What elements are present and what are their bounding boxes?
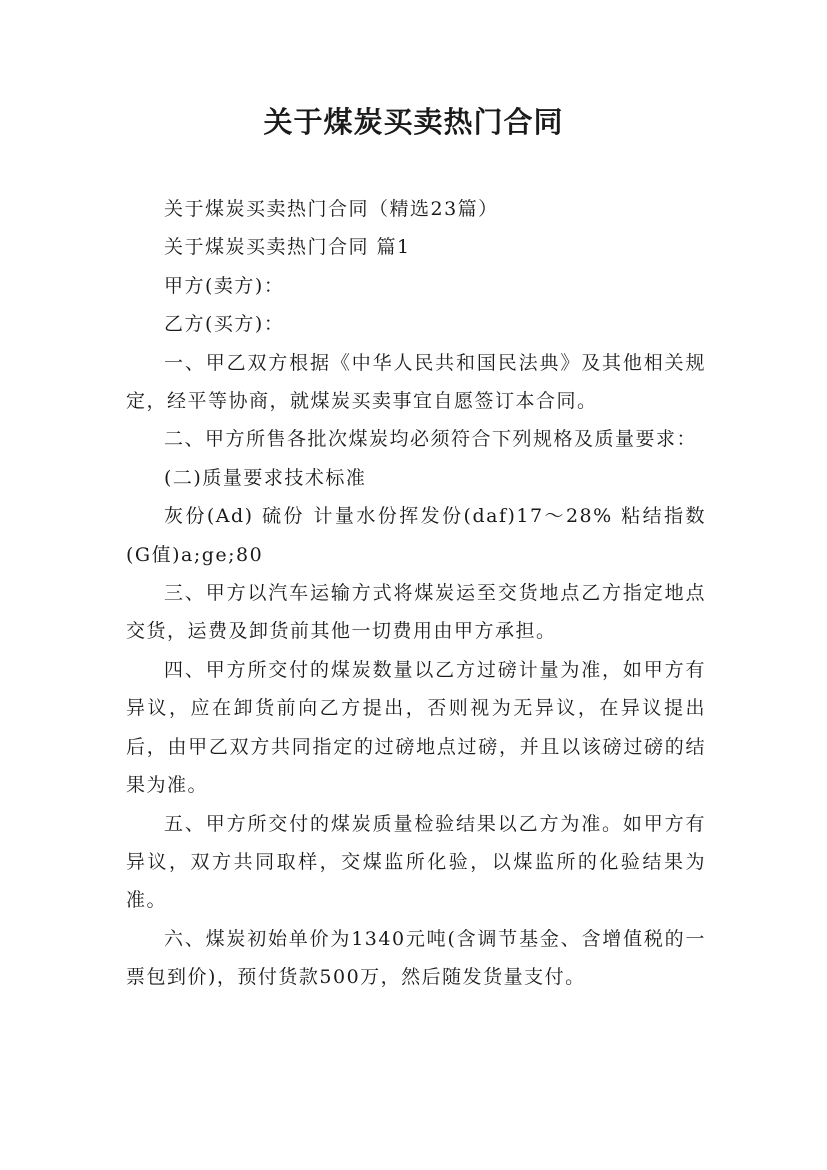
paragraph-clause-5: 五、甲方所交付的煤炭质量检验结果以乙方为准。如甲方有异议，双方共同取样，交煤监所化验，以煤监所的化验结果为准。 bbox=[126, 812, 706, 912]
document-title: 关于煤炭买卖热门合同 bbox=[263, 105, 564, 139]
paragraph-quality-standard: (二)质量要求技术标准 bbox=[164, 466, 367, 489]
paragraph-subtitle: 关于煤炭买卖热门合同（精选23篇） bbox=[164, 198, 499, 220]
paragraph-clause-4: 四、甲方所交付的煤炭数量以乙方过磅计量为准，如甲方有异议，应在卸货前向乙方提出，否则视为无异议，在异议提出后，由甲乙双方共同指定的过磅地点过磅，并且以该磅过磅的结果为准。 bbox=[126, 658, 706, 797]
paragraph-clause-6: 六、煤炭初始单价为1340元吨(含调节基金、含增值税的一票包到价)，预付货款500万，然后随发货量支付。 bbox=[126, 927, 706, 989]
paragraph-clause-1: 一、甲乙双方根据《中华人民共和国民法典》及其他相关规定，经平等协商，就煤炭买卖事宜自愿签订本合同。 bbox=[126, 351, 706, 413]
paragraph-clause-3: 三、甲方以汽车运输方式将煤炭运至交货地点乙方指定地点交货，运费及卸货前其他一切费用由甲方承担。 bbox=[126, 582, 706, 643]
paragraph-section-heading: 关于煤炭买卖热门合同 篇1 bbox=[164, 236, 411, 259]
paragraph-party-a: 甲方(卖方)： bbox=[164, 274, 285, 297]
paragraph-quality-specs: 灰份(Ad) 硫份 计量水份挥发份(daf)17～28% 粘结指数(G值)a;ge;80 bbox=[126, 505, 706, 566]
paragraph-party-b: 乙方(买方)： bbox=[164, 313, 285, 336]
document-body bbox=[126, 190, 706, 997]
paragraph-clause-2: 二、甲方所售各批次煤炭均必须符合下列规格及质量要求： bbox=[164, 428, 698, 451]
